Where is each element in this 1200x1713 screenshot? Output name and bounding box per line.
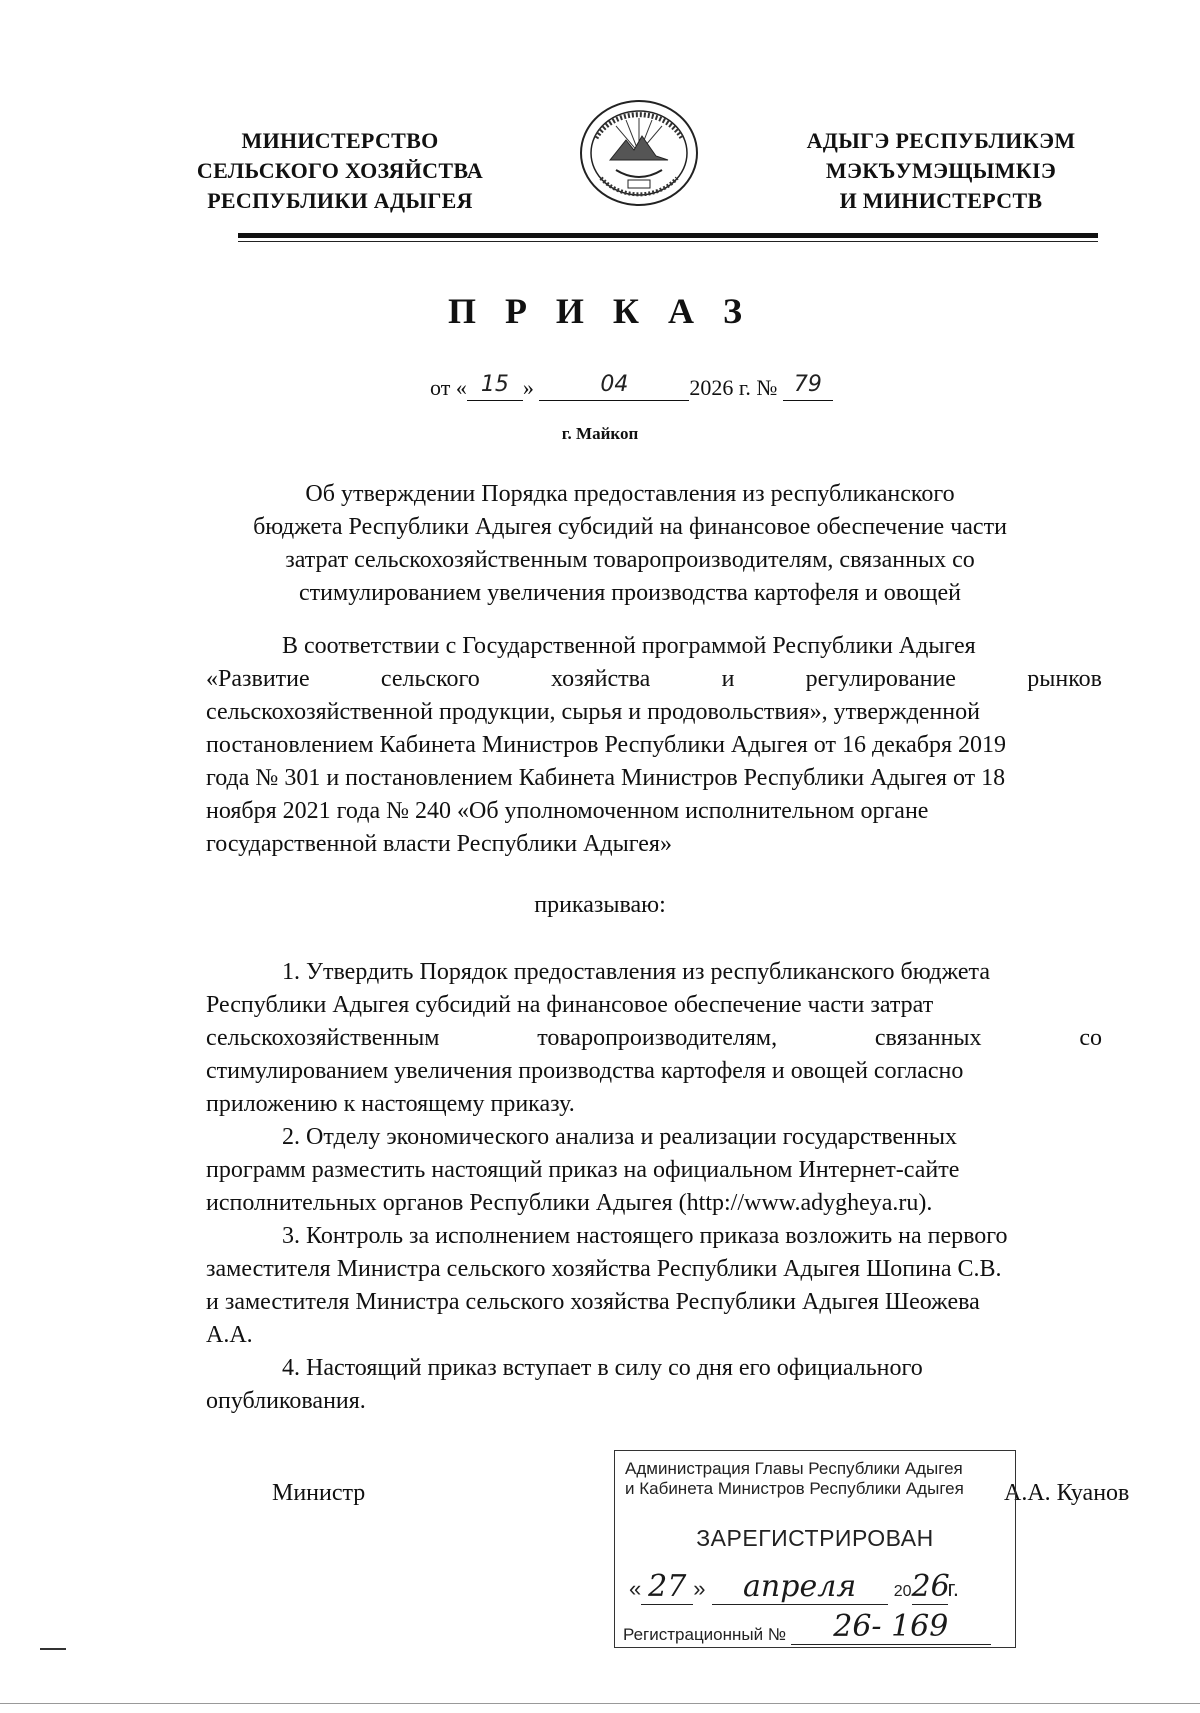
stamp-reg-number: 26- 169 — [791, 1609, 991, 1645]
order-number: 79 — [783, 372, 833, 401]
word: «Развитие — [206, 666, 310, 692]
date-day: 15 — [467, 372, 523, 401]
word: регулирование — [805, 666, 956, 692]
order-date-line — [430, 372, 833, 401]
item-3-line: заместителя Министра сельского хозяйства Республики Адыгея Шопина С.В. — [206, 1256, 1002, 1282]
stamp-org-line: и Кабинета Министров Республики Адыгея — [625, 1479, 964, 1498]
document-title: П Р И К А З — [447, 291, 753, 331]
subject-line: затрат сельскохозяйственным товаропроизводителям, связанных со — [285, 547, 975, 573]
word: со — [1079, 1025, 1102, 1051]
preamble-line: постановлением Кабинета Министров Республики Адыгея от 16 декабря 2019 — [206, 732, 1007, 758]
stamp-date-year-prefix: 20 — [893, 1583, 912, 1600]
item-2-line: исполнительных органов Республики Адыгея (http://www.adygheya.ru). — [206, 1190, 933, 1216]
stamp-org-line: Администрация Главы Республики Адыгея — [625, 1459, 963, 1478]
item-1-line: Республики Адыгея субсидий на финансовое обеспечение части затрат — [206, 992, 934, 1018]
ministry-name-adyghe — [776, 126, 1106, 216]
subject-line: бюджета Республики Адыгея субсидий на финансовое обеспечение части — [253, 514, 1007, 540]
item-1-line: 1. Утвердить Порядок предоставления из республиканского бюджета — [282, 959, 990, 985]
stamp-reg-label: Регистрационный № — [623, 1625, 787, 1644]
preamble-line: государственной власти Республики Адыгея» — [206, 831, 672, 857]
ministry-name-russian — [170, 126, 510, 216]
scan-artifact — [40, 1648, 66, 1650]
stamp-date-day: 27 — [641, 1569, 693, 1605]
word: товаропроизводителям, — [537, 1025, 778, 1051]
item-2-line: программ разместить настоящий приказ на официальном Интернет-сайте — [206, 1157, 960, 1183]
header-right-line: МЭКЪУМЭЩЫМКIЭ — [825, 158, 1057, 183]
stamp-date-year-suffix: 26 — [911, 1569, 950, 1604]
item-3-line: и заместителя Министра сельского хозяйства Республики Адыгея Шеожева — [206, 1289, 980, 1315]
preamble-paragraph — [206, 630, 1102, 861]
word: и — [721, 666, 735, 692]
preamble-line: сельскохозяйственной продукции, сырья и продовольствия», утвержденной — [206, 699, 980, 725]
word: рынков — [1027, 666, 1102, 692]
header-divider-thin — [238, 241, 1098, 242]
stamp-organization — [625, 1459, 1009, 1499]
header-right-line: И МИНИСТЕРСТВ — [839, 188, 1043, 213]
item-1-line: приложению к настоящему приказу. — [206, 1091, 575, 1117]
item-2-line: 2. Отделу экономического анализа и реализации государственных — [282, 1124, 957, 1150]
preamble-line: ноября 2021 года № 240 «Об уполномоченном исполнительном органе — [206, 798, 929, 824]
date-month: 04 — [539, 372, 689, 401]
coat-of-arms-emblem — [576, 98, 702, 208]
stamp-date-month: апреля — [712, 1569, 888, 1605]
word: хозяйства — [551, 666, 651, 692]
signatory-name: А.А. Куанов — [1004, 1480, 1130, 1506]
stamp-status: ЗАРЕГИСТРИРОВАН — [696, 1525, 934, 1551]
signatory-title: Министр — [272, 1480, 366, 1506]
preamble-line-justified — [206, 663, 1102, 696]
item-4-line: 4. Настоящий приказ вступает в силу со дня его официального — [282, 1355, 923, 1381]
registration-stamp — [614, 1450, 1016, 1648]
order-items — [206, 956, 1102, 1418]
header-left-line: СЕЛЬСКОГО ХОЗЯЙСТВА — [196, 158, 484, 183]
stamp-date-suffix: г. — [947, 1576, 959, 1601]
decree-word: приказываю: — [534, 892, 666, 918]
subject-line: Об утверждении Порядка предоставления из республиканского — [305, 481, 955, 507]
scan-artifact — [0, 1703, 1200, 1704]
header-right-line: АДЫГЭ РЕСПУБЛИКЭМ — [806, 128, 1076, 153]
date-mid: » — [522, 375, 534, 400]
preamble-line: В соответствии с Государственной программой Республики Адыгея — [282, 633, 976, 659]
subject-line: стимулированием увеличения производства картофеля и овощей — [299, 580, 961, 606]
item-3-line: А.А. — [206, 1322, 253, 1348]
date-prefix: от « — [430, 375, 467, 400]
word: сельского — [380, 666, 480, 692]
word: связанных — [874, 1025, 982, 1051]
word: сельскохозяйственным — [206, 1025, 440, 1051]
stamp-date-close: » — [693, 1576, 706, 1601]
item-1-line-justified — [206, 1022, 1102, 1055]
stamp-date-open: « — [629, 1576, 642, 1601]
header-left-line: РЕСПУБЛИКИ АДЫГЕЯ — [207, 188, 473, 213]
header-divider-thick — [238, 233, 1098, 238]
city-name: г. Майкоп — [561, 424, 639, 443]
order-subject — [230, 478, 1030, 610]
item-4-line: опубликования. — [206, 1388, 366, 1414]
preamble-line: года № 301 и постановлением Кабинета Министров Республики Адыгея от 18 — [206, 765, 1006, 791]
stamp-registration-number — [623, 1609, 991, 1645]
header-left-line: МИНИСТЕРСТВО — [241, 128, 439, 153]
item-1-line: стимулированием увеличения производства картофеля и овощей согласно — [206, 1058, 964, 1084]
stamp-registration-date — [629, 1569, 959, 1605]
item-3-line: 3. Контроль за исполнением настоящего приказа возложить на первого — [282, 1223, 1008, 1249]
date-year-text: 2026 г. № — [689, 375, 778, 400]
